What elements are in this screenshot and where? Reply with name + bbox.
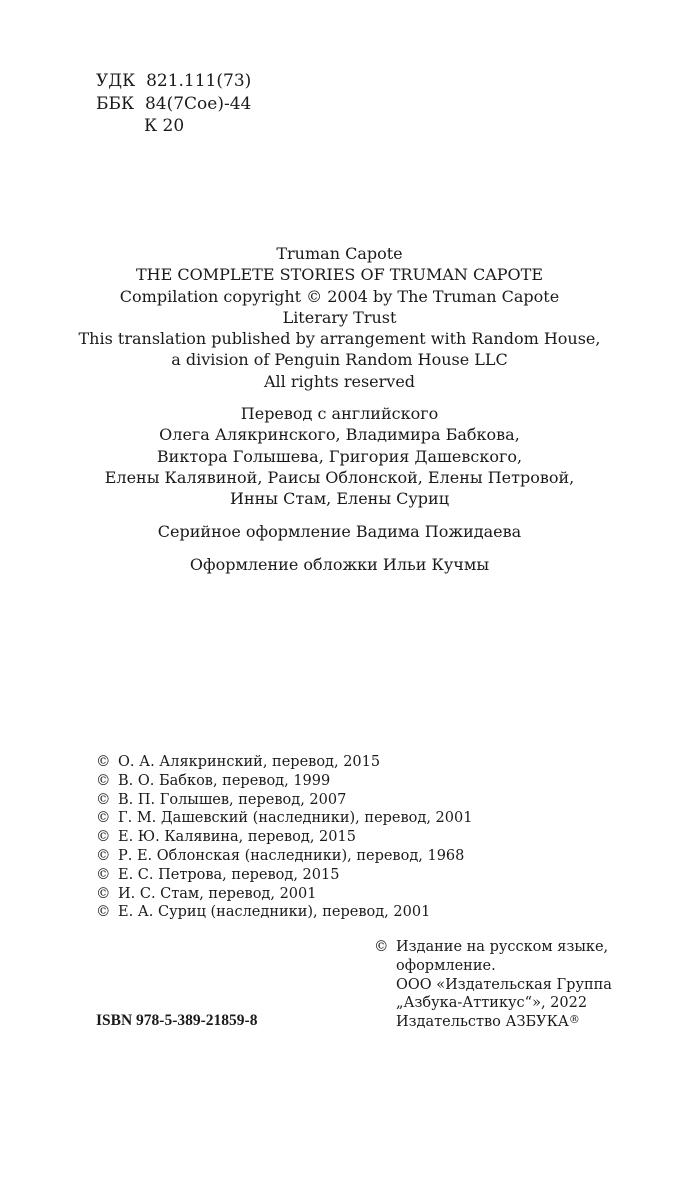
- translation-credits-block: [0, 403, 679, 509]
- author-mark: К 20: [144, 116, 185, 136]
- translation-line: Перевод с английского: [240, 404, 439, 423]
- copyright-symbol: ©: [96, 791, 111, 808]
- translation-line: Олега Алякринского, Владимира Бабкова,: [159, 425, 520, 445]
- edition-line: Издание на русском языке,: [396, 939, 609, 955]
- registered-mark: ®: [568, 1013, 580, 1027]
- copyright-text: Е. С. Петрова, перевод, 2015: [118, 866, 340, 883]
- copyright-text: В. П. Голышев, перевод, 2007: [118, 791, 347, 808]
- english-line: Literary Trust: [282, 307, 397, 327]
- edition-line: оформление.: [396, 957, 496, 974]
- copyright-text: Р. Е. Облонская (наследники), перевод, 1968: [118, 847, 465, 864]
- copyright-row: [96, 809, 472, 828]
- english-line: This translation published by arrangement with Random House,: [78, 329, 601, 349]
- copyright-symbol: ©: [96, 829, 111, 846]
- english-line: All rights reserved: [263, 371, 416, 391]
- copyright-row: [96, 828, 472, 847]
- copyright-symbol: ©: [374, 939, 389, 955]
- english-line: Compilation copyright © 2004 by The Truman Capote: [119, 286, 560, 306]
- copyright-text: О. А. Алякринский, перевод, 2015: [118, 754, 381, 770]
- translation-line: Елены Калявиной, Раисы Облонской, Елены Петровой,: [104, 467, 575, 487]
- copyright-text: Г. М. Дашевский (наследники), перевод, 2001: [118, 810, 473, 827]
- classification-codes: [96, 70, 251, 138]
- copyright-symbol: ©: [96, 754, 111, 770]
- copyright-symbol: ©: [96, 847, 111, 864]
- edition-line: ООО «Издательская Группа: [396, 976, 612, 993]
- copyright-symbol: ©: [96, 772, 111, 789]
- copyright-list: [96, 753, 472, 922]
- translation-line: Инны Стам, Елены Суриц: [230, 489, 449, 509]
- english-rights-block: [0, 243, 679, 392]
- english-line: a division of Penguin Random House LLC: [171, 350, 508, 370]
- copyright-symbol: ©: [96, 885, 111, 902]
- copyright-row: [96, 791, 472, 810]
- cover-design-credit: Оформление обложки Ильи Кучмы: [189, 555, 490, 574]
- publisher-name: Издательство АЗБУКА: [396, 1014, 569, 1031]
- translation-line: Виктора Голышева, Григория Дашевского,: [156, 446, 523, 466]
- copyright-text: Е. Ю. Калявина, перевод, 2015: [118, 829, 356, 846]
- series-design-credit: Серийное оформление Вадима Пожидаева: [157, 522, 522, 541]
- copyright-text: В. О. Бабков, перевод, 1999: [118, 772, 331, 789]
- copyright-row: [96, 885, 472, 904]
- copyright-row: [96, 847, 472, 866]
- copyright-row: [96, 903, 472, 922]
- english-line: THE COMPLETE STORIES OF TRUMAN CAPOTE: [135, 265, 544, 285]
- english-line: Truman Capote: [276, 244, 403, 263]
- isbn: ISBN 978-5-389-21859-8: [96, 1012, 258, 1029]
- edition-line: „Азбука-Аттикус“», 2022: [396, 995, 588, 1012]
- udk-code: УДК 821.111(73): [96, 71, 252, 91]
- copyright-row: [96, 866, 472, 885]
- bbk-code: ББК 84(7Сое)-44: [96, 93, 252, 114]
- copyright-symbol: ©: [96, 904, 111, 921]
- copyright-text: Е. А. Суриц (наследники), перевод, 2001: [118, 904, 431, 921]
- copyright-symbol: ©: [96, 810, 111, 827]
- copyright-row: [96, 753, 472, 772]
- edition-copyright: [374, 938, 612, 1032]
- copyright-text: И. С. Стам, перевод, 2001: [118, 885, 317, 902]
- copyright-row: [96, 772, 472, 791]
- copyright-symbol: ©: [96, 866, 111, 883]
